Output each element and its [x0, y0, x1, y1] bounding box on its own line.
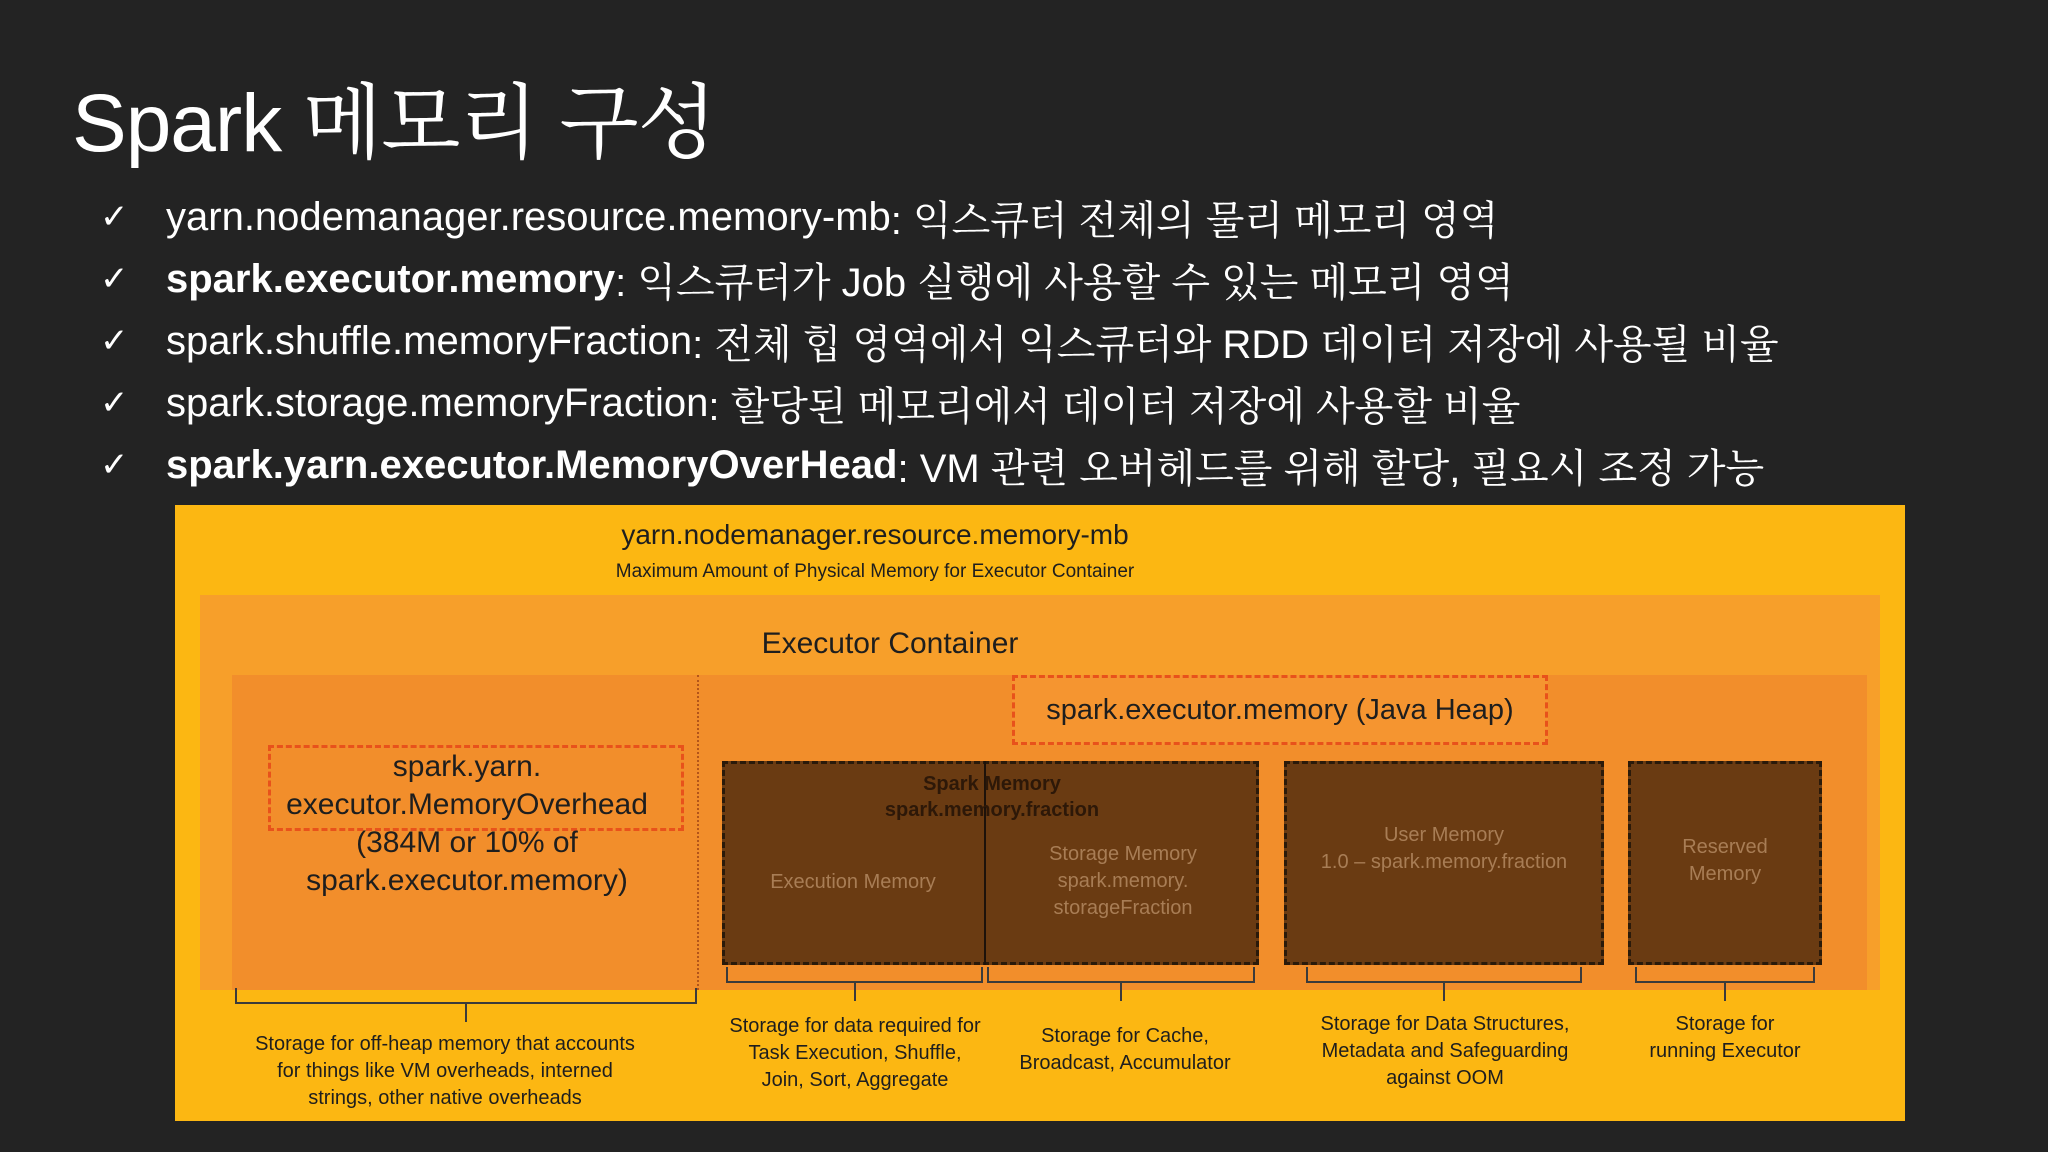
bullet-text: : 익스큐터가 Job 실행에 사용할 수 있는 메모리 영역 [615, 260, 1514, 305]
bullet-text: : 할당된 메모리에서 데이터 저장에 사용할 비율 [708, 384, 1521, 429]
overhead-line: spark.executor.memory) [306, 864, 628, 897]
caption-line: for things like VM overheads, interned [277, 1060, 613, 1082]
spark-memory-title [722, 771, 1262, 823]
bullet-text: : 전체 힙 영역에서 익스큐터와 RDD 데이터 저장에 사용될 비율 [692, 322, 1779, 367]
bullet-text: : 익스큐터 전체의 물리 메모리 영역 [890, 198, 1499, 243]
memory-diagram [175, 505, 1905, 1121]
check-icon: ✓ [100, 197, 129, 237]
caption-line: Storage for data required for [729, 1015, 981, 1037]
caption-line: Join, Sort, Aggregate [761, 1069, 949, 1091]
storage-brace-tick [1120, 983, 1122, 1001]
bullet-key: spark.shuffle.memoryFraction [166, 318, 693, 363]
overhead-line: executor.MemoryOverhead [286, 788, 648, 821]
reserved-memory-line: Reserved [1682, 836, 1768, 858]
storage-caption [995, 1023, 1255, 1077]
reserved-brace-tick [1724, 983, 1726, 1001]
caption-line: Storage for Cache, [1041, 1025, 1209, 1047]
caption-line: Storage for Data Structures, [1320, 1013, 1570, 1035]
bullet-key: spark.executor.memory [166, 256, 616, 301]
bullet-text: : VM 관련 오버헤드를 위해 할당, 필요시 조정 가능 [897, 446, 1765, 491]
bullet-item [100, 434, 2000, 496]
check-icon: ✓ [100, 445, 129, 485]
caption-line: Metadata and Safeguarding [1321, 1040, 1569, 1062]
overhead-separator [697, 675, 699, 990]
execution-caption [705, 1013, 1005, 1094]
bullet-item [100, 310, 2000, 372]
execution-brace-tick [854, 983, 856, 1001]
spark-memory-name: Spark Memory [923, 773, 1061, 795]
executor-container-label: Executor Container [761, 627, 1019, 660]
user-memory-block [1284, 761, 1604, 965]
storage-memory-label [987, 841, 1259, 922]
user-caption [1295, 1011, 1595, 1092]
check-icon: ✓ [100, 383, 129, 423]
reserved-brace [1635, 967, 1815, 983]
bullet-key: spark.yarn.executor.MemoryOverHead [166, 442, 898, 487]
overhead-caption [215, 1031, 675, 1112]
user-brace-tick [1443, 983, 1445, 1001]
overhead-line: spark.yarn. [392, 750, 542, 783]
reserved-caption [1625, 1011, 1825, 1065]
bullet-key: spark.storage.memoryFraction [166, 380, 709, 425]
storage-memory-line: Storage Memory [1049, 843, 1197, 865]
caption-line: strings, other native overheads [308, 1087, 582, 1109]
reserved-memory-line: Memory [1688, 863, 1762, 885]
storage-memory-line: spark.memory. [1057, 870, 1189, 892]
caption-line: Storage for [1675, 1013, 1775, 1035]
check-icon: ✓ [100, 259, 129, 299]
slide-title: Spark 메모리 구성 [72, 78, 716, 169]
bullet-item [100, 186, 2000, 248]
overhead-line: (384M or 10% of [356, 826, 578, 859]
storage-brace [987, 967, 1255, 983]
overhead-brace [235, 988, 697, 1004]
bullet-key: yarn.nodemanager.resource.memory-mb [166, 194, 891, 239]
bullet-item [100, 372, 2000, 434]
check-icon: ✓ [100, 321, 129, 361]
diagram-top-subtitle: Maximum Amount of Physical Memory for Executor Container [615, 561, 1135, 582]
user-memory-line: 1.0 – spark.memory.fraction [1320, 851, 1568, 873]
user-memory-line: User Memory [1383, 824, 1504, 846]
storage-memory-line: storageFraction [1053, 897, 1193, 919]
execution-brace [726, 967, 983, 983]
java-heap-label: spark.executor.memory (Java Heap) [1012, 675, 1548, 745]
reserved-memory-block [1628, 761, 1822, 965]
user-brace [1306, 967, 1582, 983]
execution-memory-label: Execution Memory [770, 871, 936, 893]
caption-line: against OOM [1386, 1067, 1504, 1089]
bullet-list [100, 186, 2000, 496]
overhead-brace-tick [465, 1004, 467, 1022]
spark-memory-fraction: spark.memory.fraction [884, 799, 1100, 821]
caption-line: Broadcast, Accumulator [1019, 1052, 1231, 1074]
overhead-label [247, 748, 687, 900]
caption-line: running Executor [1649, 1040, 1801, 1062]
bullet-item [100, 248, 2000, 310]
caption-line: Task Execution, Shuffle, [748, 1042, 962, 1064]
diagram-top-title: yarn.nodemanager.resource.memory-mb [621, 519, 1129, 550]
caption-line: Storage for off-heap memory that accounts [255, 1033, 635, 1055]
